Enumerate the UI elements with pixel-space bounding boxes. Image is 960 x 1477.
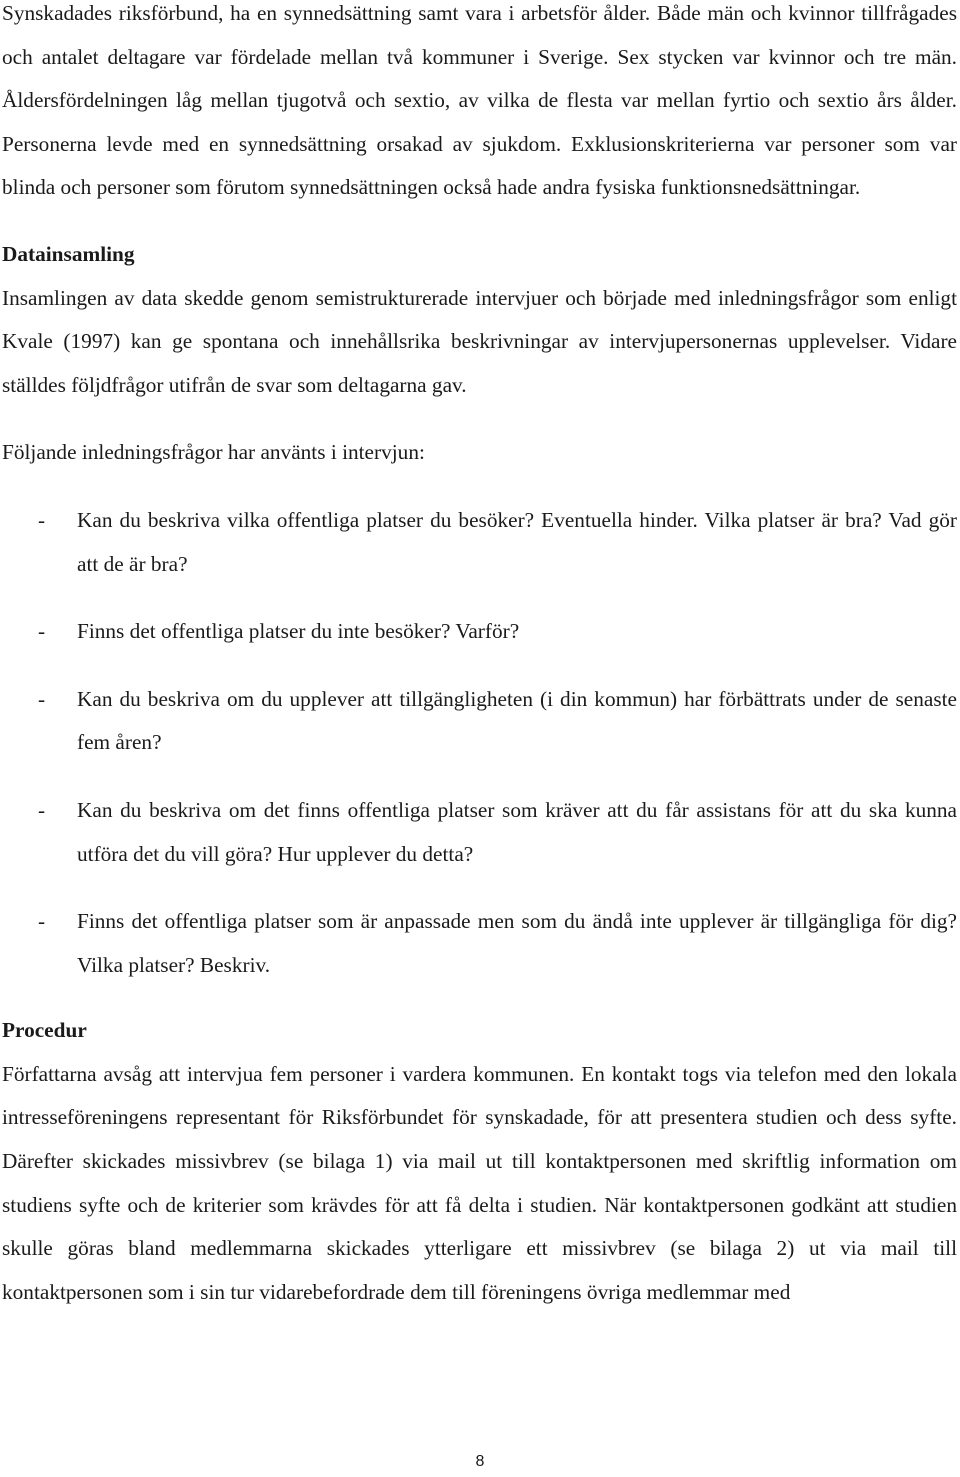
page-number: 8 [475,1453,485,1470]
section-heading-datainsamling: Datainsamling [2,241,135,266]
paragraph-datainsamling: Insamlingen av data skedde genom semistrukturerade intervjuer och började med inledningsfrågor som enligt Kvale (1997) kan ge spontana och innehållsrika beskrivningar av intervjupersonernas upplevelser. Vidare ställdes följdfrågor utifrån de svar som deltagarna gav. [2,285,957,397]
question-text: Kan du beskriva vilka offentliga platser du besöker? Eventuella hinder. Vilka platser är bra? Vad gör att de är bra? [77,507,957,576]
paragraph-participants: Synskadades riksförbund, ha en synnedsättning samt vara i arbetsför ålder. Både män och kvinnor tillfrågades och antalet deltagare var fördelade mellan två kommuner i Sverige. Sex stycken var kvinnor och tre män. Åldersfördelningen låg mellan tjugotvå och sextio, av vilka de flesta var mellan fyrtio och sextio års ålder. Personerna levde med en synnedsättning orsakad av sjukdom. Exklusionskriterierna var personer som var blinda och personer som förutom synnedsättningen också hade andra fysiska funktionsnedsättningar. [2,1,957,200]
section-heading-procedur: Procedur [2,1018,87,1043]
list-item [2,610,957,654]
list-dash-marker: - [38,909,46,934]
list-dash-marker: - [38,797,46,822]
question-text: Kan du beskriva om det finns offentliga platser som kräver att du får assistans för att du ska kunna utföra det du vill göra? Hur upplever du detta? [77,797,957,866]
list-item [2,678,957,765]
interview-question-list [2,499,957,987]
paragraph-questions-intro: Följande inledningsfrågor har använts i intervjun: [2,440,425,465]
list-dash-marker: - [38,686,46,711]
list-item [2,789,957,876]
question-text: Kan du beskriva om du upplever att tillgängligheten (i din kommun) har förbättrats under de senaste fem åren? [77,686,957,755]
paragraph-procedur: Författarna avsåg att intervjua fem personer i vardera kommunen. En kontakt togs via telefon med den lokala intresseföreningens representant för Riksförbundet för synskadade, för att presentera studien och dess syfte. Därefter skickades missivbrev (se bilaga 1) via mail ut till kontaktpersonen med skriftlig information om studiens syfte och de kriterier som krävdes för att få delta i studien. När kontaktpersonen godkänt att studien skulle göras bland medlemmarna skickades ytterligare ett missivbrev (se bilaga 2) ut via mail till kontaktpersonen som i sin tur vidarebefordrade dem till föreningens övriga medlemmar med [2,1061,957,1304]
list-item [2,900,957,987]
list-dash-marker: - [38,507,46,532]
question-text: Finns det offentliga platser som är anpassade men som du ändå inte upplever är tillgängliga för dig? Vilka platser? Beskriv. [77,909,957,977]
document-page [2,0,957,1314]
list-item [2,499,957,586]
list-dash-marker: - [38,619,46,644]
question-text: Finns det offentliga platser du inte besöker? Varför? [77,619,520,644]
